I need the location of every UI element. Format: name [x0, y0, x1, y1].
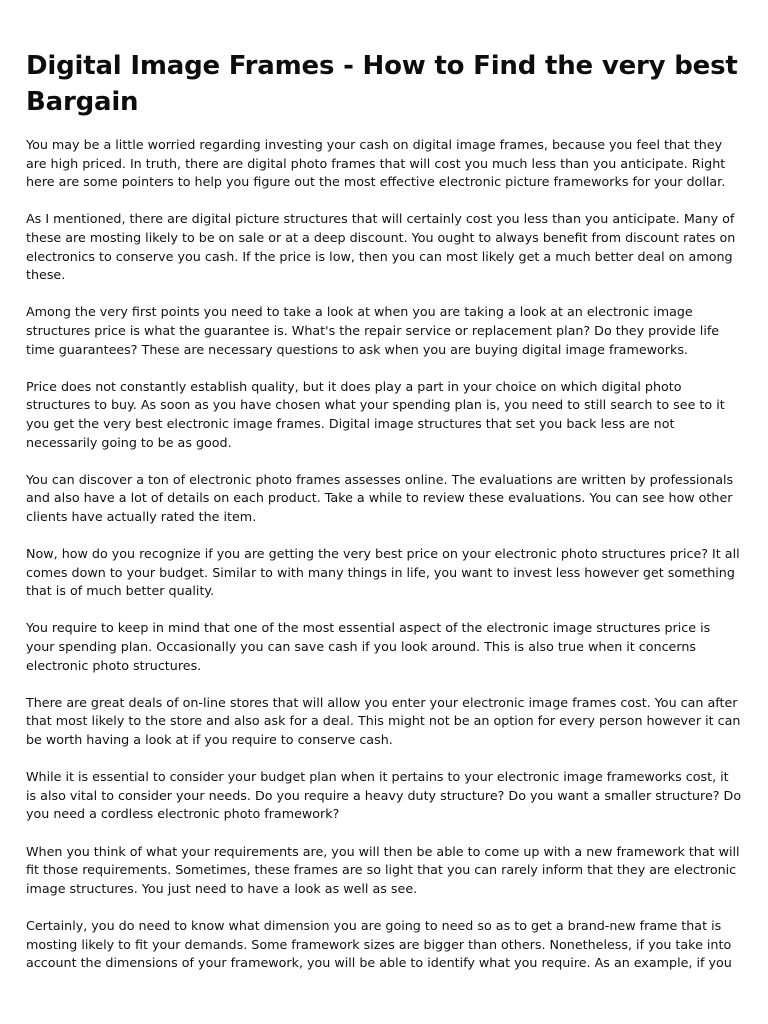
- paragraph: You may be a little worried regarding investing your cash on digital image frames, because you feel that they are high priced. In truth, there are digital photo frames that will cost you much less than you anticipate. Right here are some pointers to help you figure out the most effective electronic picture frameworks for your dollar.: [26, 137, 726, 190]
- paragraph: Among the very first points you need to take a look at when you are taking a look at an electronic image structures price is what the guarantee is. What's the repair service or replacement plan? Do they provide life time guarantees? These are necessary questions to ask when you are buying digital image frameworks.: [26, 304, 720, 357]
- paragraph: Price does not constantly establish quality, but it does play a part in your choice on which digital photo structures to buy. As soon as you have chosen what your spending plan is, you need to still search to see to it you get the very best electronic image frames. Digital image structures that set you back less are not necessarily going to be as good.: [26, 378, 725, 450]
- paragraph: Now, how do you recognize if you are getting the very best price on your electronic photo structures price? It all comes down to your budget. Similar to with many things in life, you want to invest less however get something that is of much better quality.: [26, 546, 740, 599]
- paragraph: You can discover a ton of electronic photo frames assesses online. The evaluations are written by professionals and also have a lot of details on each product. Take a while to review these evaluations. You can see how other clients have actually rated the item.: [26, 471, 734, 524]
- document-page: [26, 48, 742, 991]
- paragraph: As I mentioned, there are digital picture structures that will certainly cost you less than you anticipate. Many of these are mosting likely to be on sale or at a deep discount. You ought to always benefit from discount rates on electronics to conserve you cash. If the price is low, then you can most likely get a much better deal on among these.: [26, 211, 736, 283]
- paragraph: Certainly, you do need to know what dimension you are going to need so as to get a brand-new frame that is mosting likely to fit your demands. Some framework sizes are bigger than others. Nonetheless, if you take into account the dimensions of your framework, you will be able to identify what you require. As an example, if you: [26, 917, 732, 971]
- paragraph: There are great deals of on-line stores that will allow you enter your electronic image frames cost. You can after that most likely to the store and also ask for a deal. This might not be an option for every person however it can be worth having a look at if you require to conserve cash.: [26, 694, 741, 747]
- paragraph: While it is essential to consider your budget plan when it pertains to your electronic image frameworks cost, it is also vital to consider your needs. Do you require a heavy duty structure? Do you want a smaller structure? Do you need a cordless electronic photo framework?: [26, 769, 742, 822]
- paragraph: When you think of what your requirements are, you will then be able to come up with a new framework that will fit those requirements. Sometimes, these frames are so light that you can rarely inform that they are electronic image structures. You just need to have a look as well as see.: [26, 843, 740, 896]
- document-title: Digital Image Frames - How to Find the very best Bargain: [26, 51, 738, 117]
- paragraph: You require to keep in mind that one of the most essential aspect of the electronic image structures price is your spending plan. Occasionally you can save cash if you look around. This is also true when it concerns electronic photo structures.: [26, 620, 711, 673]
